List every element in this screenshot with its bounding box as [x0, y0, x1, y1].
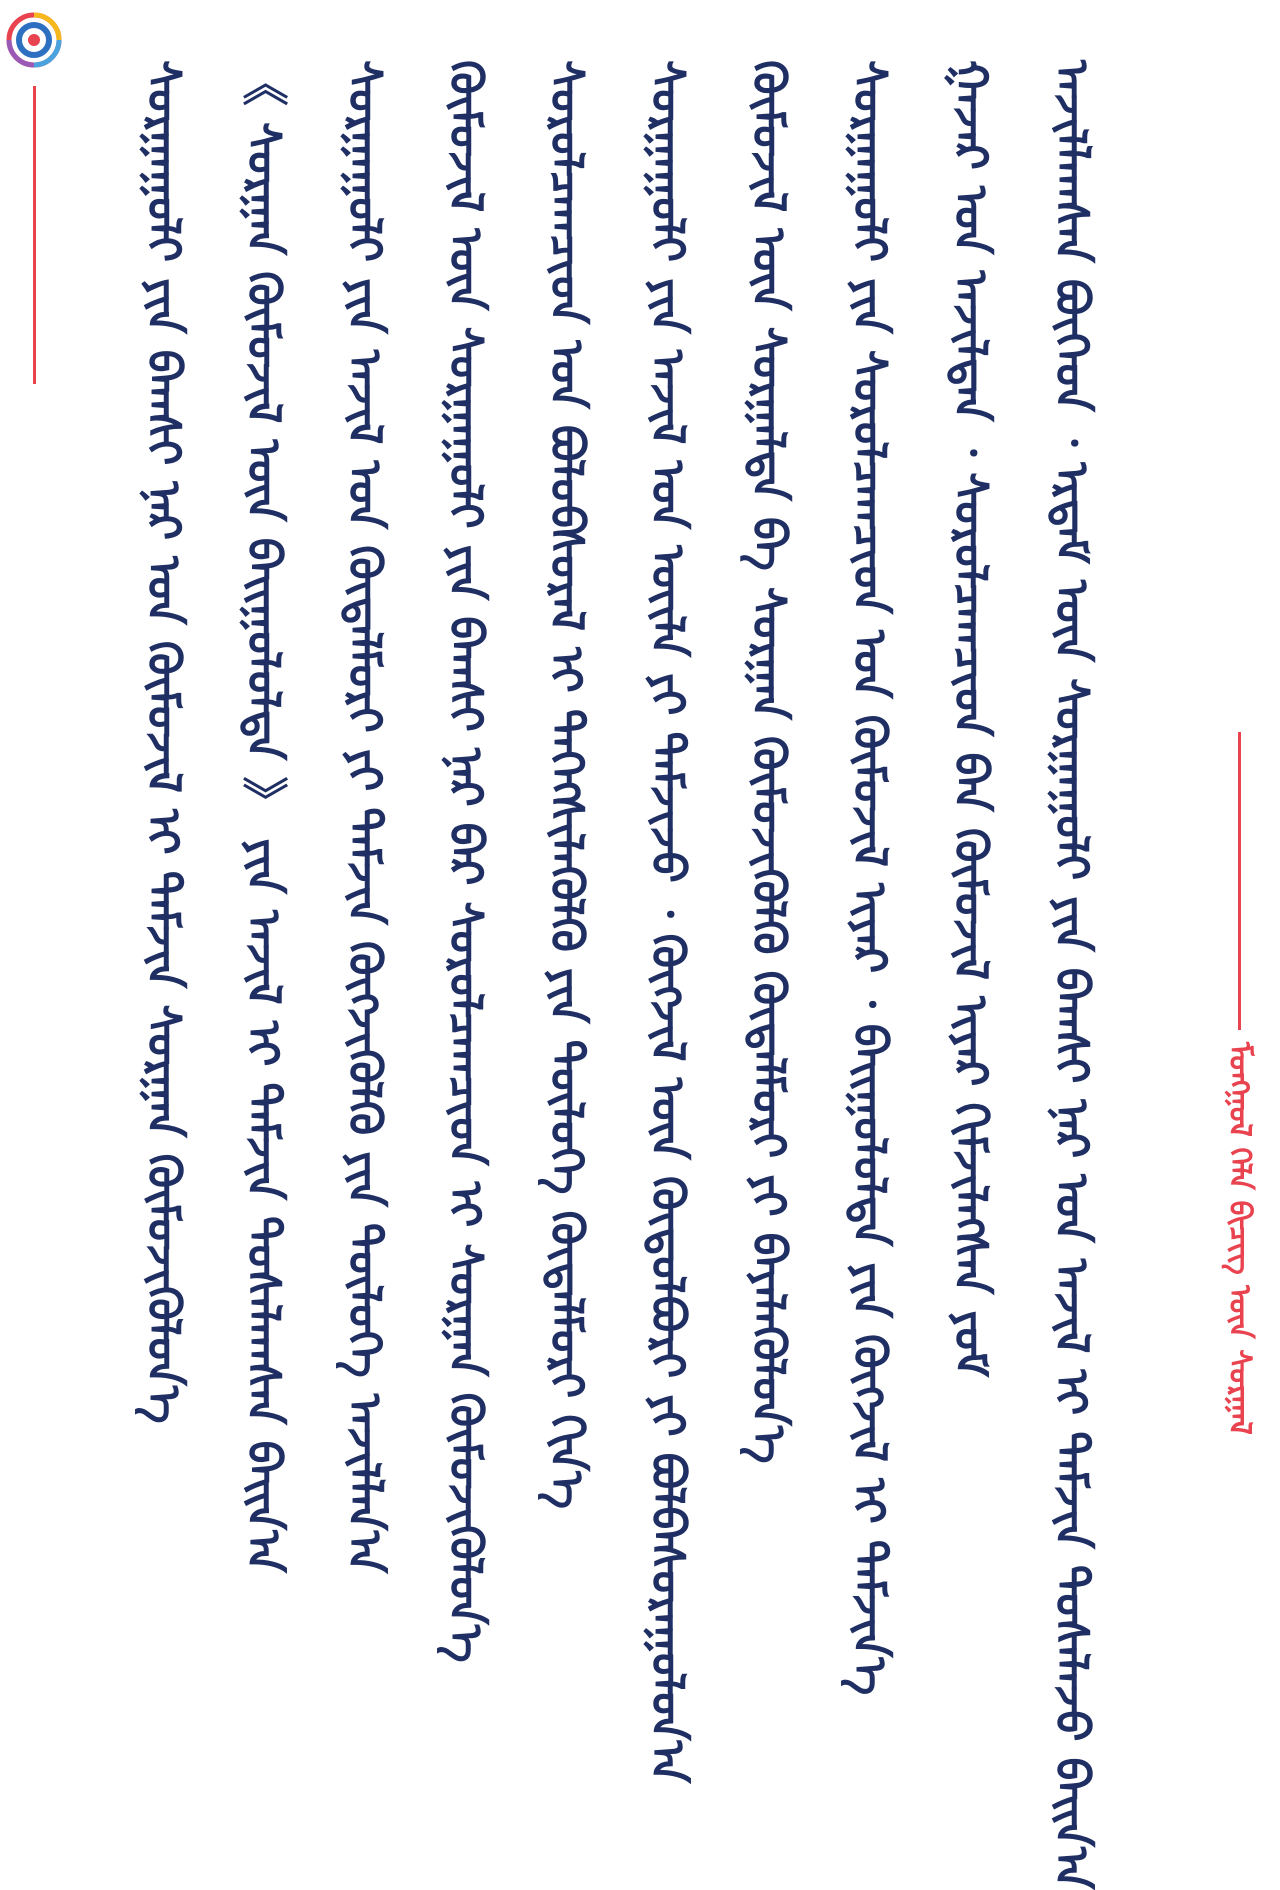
text-column: ᠰᠤᠷᠭᠠᠭᠤᠯᠢ ᠶᠢᠨ ᠪᠠᠭᠰᠢ ᠨᠠᠷ ᠤᠨ ᠬᠥᠮᠦᠵᠢᠯ ᠢ ᠳᠡᠮᠵᠢᠨ ᠰᠤᠷᠭᠠᠨ ᠬᠥᠮᠦᠵᠢᠭᠦᠯᠦᠨ᠎ᠡ [137, 60, 191, 1424]
text-column: ᠰᠤᠷᠭᠠᠭᠤᠯᠢ ᠶᠢᠨ ᠠᠵᠢᠯ ᠤᠨ ᠦᠢᠯᠡ ᠶᠢ ᠳᠡᠮᠵᠢᠵᠦ ᠂ ᠬᠥᠭᠵᠢᠯ ᠦᠨ ᠬᠥᠲᠦᠯᠪᠦᠷᠢ ᠶᠢ ᠪᠣᠯᠪᠠᠰᠤᠷᠠᠭᠤᠯᠤᠨ᠎ᠠ [641, 60, 695, 1784]
text-column: ᠬᠦᠮᠦᠵᠢᠯ ᠦᠨ ᠰᠤᠷᠭᠠᠯᠲᠠ ᠪᠠ ᠰᠤᠷᠭᠠᠨ ᠬᠥᠮᠦᠵᠢᠭᠦᠯᠬᠦ ᠬᠥᠳᠡᠯᠮᠦᠷᠢ ᠶᠢ ᠪᠡᠶᠡᠯᠡᠭᠦᠯᠦᠨ᠎ᠡ [742, 60, 796, 1464]
brand-logo [6, 12, 62, 68]
left-divider-line [33, 86, 36, 384]
text-column: ᠰᠤᠷᠤᠯᠴᠠᠭᠴᠢᠳ ᠤᠨ ᠪᠣᠯᠤᠪᠰᠤᠷᠠᠯ ᠢ ᠳᠡᠭᠡᠭᠰᠢᠯᠡᠭᠦᠯᠬᠦ ᠶᠢᠨ ᠲᠥᠯᠦᠭᠡ ᠬᠥᠳᠡᠯᠮᠦᠷᠢ ᠬᠢᠨ᠎ᠡ [540, 60, 594, 1510]
sidebar-caption: ᠮᠣᠩᠭᠣᠯ ᠬᠡᠯᠡ ᠪᠢᠴᠢᠭ᠌ ᠦᠨ ᠰᠤᠷᠭᠠᠯ [1222, 1042, 1257, 1435]
right-divider-line [1238, 732, 1241, 1030]
text-column: 《 ᠰᠤᠷᠭᠠᠨ ᠬᠥᠮᠦᠵᠢᠯ ᠦᠨ ᠪᠠᠢᠭᠤᠯᠤᠯᠲᠠ 》 ᠶᠢᠨ ᠠᠵᠢᠯ ᠢ ᠳᠡᠮᠵᠢᠨ ᠲᠤᠰᠠᠯᠠᠭᠰᠠᠨ ᠪᠠᠢᠨ᠎ᠠ [237, 60, 291, 1573]
text-column: ᠬᠥᠮᠦᠵᠢᠯ ᠦᠨ ᠰᠤᠷᠭᠠᠭᠤᠯᠢ ᠶᠢᠨ ᠪᠠᠭᠰᠢ ᠨᠠᠷ ᠪᠡᠷ ᠰᠤᠷᠤᠯᠴᠠᠭᠴᠢᠳ ᠢ ᠰᠤᠷᠭᠠᠨ ᠬᠥᠮᠦᠵᠢᠭᠦᠯᠦᠨ᠎ᠡ [439, 60, 493, 1663]
text-column: ᠰᠤᠷᠭᠠᠭᠤᠯᠢ ᠶᠢᠨ ᠠᠵᠢᠯ ᠤᠨ ᠬᠥᠳᠡᠯᠮᠦᠷᠢ ᠶᠢ ᠳᠡᠮᠵᠢᠨ ᠬᠥᠭᠵᠢᠭᠦᠯᠬᠦ ᠶᠢᠨ ᠲᠥᠯᠦᠭᠡ ᠠᠵᠢᠯᠯᠠᠨ᠎ᠠ [338, 60, 392, 1574]
text-column: ᠰᠤᠷᠭᠠᠭᠤᠯᠢ ᠶᠢᠨ ᠰᠤᠷᠤᠯᠴᠠᠭᠴᠢᠳ ᠤᠨ ᠬᠦᠮᠦᠵᠢᠯ ᠢᠶᠡᠷ ᠂ ᠪᠠᠢᠭᠤᠯᠤᠯᠲᠠ ᠶᠢᠨ ᠬᠥᠭᠵᠢᠯ ᠢ ᠳᠡᠮᠵᠢᠨ᠎ᠡ [843, 60, 897, 1696]
text-column: ᠭᠠᠵᠠᠷ ᠤᠨ ᠠᠵᠢᠯᠲᠠᠨ ᠂ ᠰᠤᠷᠤᠯᠴᠠᠭᠴᠢᠳ ᠪᠠᠨ ᠬᠦᠮᠦᠵᠢᠯ ᠢᠶᠡᠷ ᠬᠢᠮᠵᠢᠯᠡᠭᠰᠡᠨ ᠶᠤᠮ [944, 60, 998, 1378]
article-body [128, 60, 1108, 1890]
text-column: ᠠᠵᠢᠯᠯᠠᠭᠰᠠᠨ ᠪᠥᠭᠡᠳ ᠂ ᠡᠷᠳᠡᠮ ᠦᠨ ᠰᠤᠷᠭᠠᠭᠤᠯᠢ ᠶᠢᠨ ᠪᠠᠭᠰᠢ ᠨᠠᠷ ᠤᠨ ᠠᠵᠢᠯ ᠢ ᠳᠡᠮᠵᠢᠨ ᠲᠤᠰᠠᠯᠠᠵᠤ ᠪᠠᠢᠨ᠎ᠠ [1045, 60, 1099, 1890]
